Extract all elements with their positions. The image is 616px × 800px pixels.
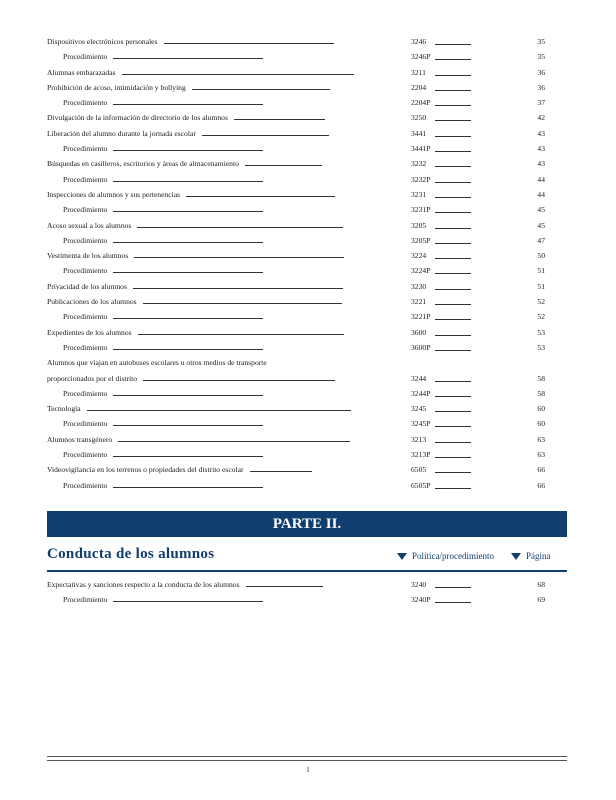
policy-code: 6505P xyxy=(411,480,431,490)
toc-entry-title-group xyxy=(63,340,263,355)
policy-code: 3600P xyxy=(411,342,431,352)
leader-line xyxy=(246,577,323,587)
policy-code: 3600 xyxy=(411,327,427,337)
code-underline xyxy=(435,75,471,76)
toc-row xyxy=(47,156,545,171)
code-underline xyxy=(435,120,471,121)
page-ref: 58 xyxy=(537,388,545,398)
policy-code: 3231P xyxy=(411,205,431,215)
toc-procedure-row xyxy=(47,416,545,431)
toc-entry-title: Procedimiento xyxy=(63,595,108,605)
page-ref: 43 xyxy=(537,144,545,154)
policy-code: 3246P xyxy=(411,52,431,62)
leader-line xyxy=(113,340,263,350)
code-underline xyxy=(435,472,471,473)
leader-line xyxy=(118,432,350,442)
toc-procedure-row xyxy=(47,309,545,324)
toc-entry-title: Expectativas y sanciones respecto a la conducta de los alumnos xyxy=(47,580,240,589)
leader-line xyxy=(113,233,263,243)
page-ref: 43 xyxy=(537,128,545,138)
page-ref: 69 xyxy=(537,595,545,605)
code-underline xyxy=(435,258,471,259)
column-header-page-label: Página xyxy=(526,551,551,561)
toc-entry-title: Procedimiento xyxy=(63,266,108,276)
toc-entry-title: Publicaciones de los alumnos xyxy=(47,297,137,307)
toc-row xyxy=(47,325,545,340)
policy-code: 3250 xyxy=(411,113,427,123)
section-header xyxy=(47,546,567,572)
leader-line xyxy=(202,126,329,136)
page-ref: 52 xyxy=(537,297,545,307)
section-title: Conducta de los alumnos xyxy=(47,546,215,562)
toc-entry-title-group xyxy=(63,447,263,462)
code-underline xyxy=(435,602,471,603)
policy-code: 3441P xyxy=(411,144,431,154)
leader-line xyxy=(113,49,263,59)
toc-row xyxy=(47,401,545,416)
toc-row xyxy=(47,294,545,309)
policy-code: 3240 xyxy=(411,580,427,589)
toc-row xyxy=(47,126,545,141)
leader-line xyxy=(245,156,322,166)
toc-entry-title: Procedimiento xyxy=(63,388,108,398)
toc-entry-title-group xyxy=(47,462,312,477)
leader-line xyxy=(143,294,342,304)
toc-procedure-row xyxy=(47,340,545,355)
toc-entry-title: Procedimiento xyxy=(63,144,108,154)
code-underline xyxy=(435,289,471,290)
toc-entry-title-group xyxy=(63,95,263,110)
toc-entry-title: Prohibición de acoso, intimidación y bullying xyxy=(47,82,186,92)
footer-rule xyxy=(47,756,567,761)
triangle-down-icon xyxy=(397,553,407,560)
leader-line xyxy=(137,218,343,228)
toc-procedure-row xyxy=(47,263,545,278)
code-underline xyxy=(435,457,471,458)
toc-row xyxy=(47,80,545,95)
toc-entry-title-group xyxy=(47,401,351,416)
toc-entry-title: Videovigilancia en los terrenos o propiedades del distrito escolar xyxy=(47,465,244,475)
footer-line-bottom xyxy=(47,760,567,761)
toc-entry-title: Procedimiento xyxy=(63,450,108,460)
toc-entry-title: Alumnos que viajan en autobuses escolares u otros medios de transporte xyxy=(47,358,267,368)
leader-line xyxy=(186,187,335,197)
policy-code: 3246 xyxy=(411,37,427,46)
code-underline xyxy=(435,273,471,274)
toc-entry-title-group xyxy=(47,248,344,263)
toc-procedure-row xyxy=(47,141,545,156)
page-ref: 44 xyxy=(537,174,545,184)
page-ref: 66 xyxy=(537,465,545,475)
policy-code: 3213 xyxy=(411,434,427,444)
toc-entry-title-group xyxy=(63,172,263,187)
toc-entry-title-group xyxy=(47,218,343,233)
leader-line xyxy=(134,248,344,258)
toc-procedure-row xyxy=(47,95,545,110)
code-underline xyxy=(435,442,471,443)
code-underline xyxy=(435,243,471,244)
page-ref: 36 xyxy=(537,82,545,92)
toc-row xyxy=(47,577,545,592)
toc-entry-title: Procedimiento xyxy=(63,235,108,245)
leader-line xyxy=(113,263,263,273)
toc-entry-title-group xyxy=(63,386,263,401)
toc-entry-title: Expedientes de los alumnos xyxy=(47,327,132,337)
toc-row xyxy=(47,371,545,386)
toc-entry-title-group xyxy=(47,156,322,171)
leader-line xyxy=(113,95,263,105)
toc-entry-title-group xyxy=(63,263,263,278)
leader-line xyxy=(250,462,312,472)
page-ref: 47 xyxy=(537,235,545,245)
toc-entry-title: Tecnología xyxy=(47,404,81,414)
toc-entry-title: Procedimiento xyxy=(63,205,108,215)
page-ref: 60 xyxy=(537,404,545,414)
toc-row xyxy=(47,187,545,202)
code-underline xyxy=(435,426,471,427)
toc-entry-title: Vestimenta de los alumnos xyxy=(47,251,129,261)
policy-code: 3232 xyxy=(411,159,427,169)
column-header-policy xyxy=(397,551,494,561)
toc-entry-title: Privacidad de los alumnos xyxy=(47,281,127,291)
toc-row xyxy=(47,218,545,233)
policy-code: 3211 xyxy=(411,67,426,77)
toc-entry-title-group xyxy=(63,416,263,431)
toc-entry-title-group xyxy=(63,141,263,156)
toc-procedure-row xyxy=(47,233,545,248)
toc-row xyxy=(47,355,537,370)
code-underline xyxy=(435,44,471,45)
code-underline xyxy=(435,90,471,91)
triangle-down-icon xyxy=(511,553,521,560)
code-underline xyxy=(435,488,471,489)
leader-line xyxy=(113,447,263,457)
policy-code: 3221 xyxy=(411,297,427,307)
policy-code: 3221P xyxy=(411,312,431,322)
code-underline xyxy=(435,304,471,305)
leader-line xyxy=(164,34,334,44)
toc-entry-title-group xyxy=(63,202,263,217)
policy-code: 3245P xyxy=(411,419,431,429)
toc-entry-title: Procedimiento xyxy=(63,52,108,62)
toc-entry-title: Dispositivos electrónicos personales xyxy=(47,37,158,46)
page-ref: 37 xyxy=(537,98,545,108)
page-ref: 63 xyxy=(537,434,545,444)
toc-entry-title: Búsquedas en casilleros, escritorios y áreas de almacenamiento xyxy=(47,159,239,169)
page-ref: 60 xyxy=(537,419,545,429)
code-underline xyxy=(435,396,471,397)
code-underline xyxy=(435,59,471,60)
toc-procedure-row xyxy=(47,447,545,462)
page-ref: 53 xyxy=(537,327,545,337)
toc-entry-title: Procedimiento xyxy=(63,174,108,184)
toc-entry-title-group xyxy=(47,371,335,386)
toc-procedure-row xyxy=(47,478,545,493)
leader-line xyxy=(113,478,263,488)
code-underline xyxy=(435,212,471,213)
toc-entry-title-group xyxy=(47,577,323,592)
policy-code: 3213P xyxy=(411,450,431,460)
leader-line xyxy=(234,110,325,120)
code-underline xyxy=(435,335,471,336)
leader-line xyxy=(138,325,344,335)
toc-entry-title-group xyxy=(47,432,350,447)
toc-row xyxy=(47,279,545,294)
page-ref: 50 xyxy=(537,251,545,261)
page-ref: 44 xyxy=(537,189,545,199)
policy-code: 3230 xyxy=(411,281,427,291)
page-ref: 42 xyxy=(537,113,545,123)
toc-entry-title-group xyxy=(47,279,343,294)
policy-code: 3232P xyxy=(411,174,431,184)
toc-entry-title-group xyxy=(63,49,263,64)
leader-line xyxy=(192,80,330,90)
leader-line xyxy=(113,592,263,602)
leader-line xyxy=(87,401,351,411)
page-ref: 63 xyxy=(537,450,545,460)
policy-code: 3240P xyxy=(411,595,431,605)
code-underline xyxy=(435,197,471,198)
policy-code: 3224 xyxy=(411,251,427,261)
code-underline xyxy=(435,411,471,412)
toc-entry-title-group xyxy=(47,65,354,80)
leader-line xyxy=(143,371,335,381)
code-underline xyxy=(435,136,471,137)
policy-code: 3224P xyxy=(411,266,431,276)
toc-row xyxy=(47,110,545,125)
policy-code: 3205P xyxy=(411,235,431,245)
part-heading-bar xyxy=(47,511,567,537)
code-underline xyxy=(435,166,471,167)
page-number: 1 xyxy=(306,766,310,774)
code-underline xyxy=(435,105,471,106)
toc-entry-title-group xyxy=(63,478,263,493)
page-ref: 36 xyxy=(537,67,545,77)
toc-procedure-row xyxy=(47,386,545,401)
toc-row xyxy=(47,248,545,263)
leader-line xyxy=(113,309,263,319)
page-ref: 35 xyxy=(537,52,545,62)
toc-procedure-row xyxy=(47,592,545,607)
page-ref: 51 xyxy=(537,281,545,291)
page-ref: 53 xyxy=(537,342,545,352)
toc-entry-title-group xyxy=(63,233,263,248)
toc-entry-title-group xyxy=(63,592,263,607)
column-header-page xyxy=(511,551,551,561)
code-underline xyxy=(435,319,471,320)
policy-code: 3441 xyxy=(411,128,427,138)
code-underline xyxy=(435,228,471,229)
page-ref: 35 xyxy=(537,37,545,46)
toc-entry-title: proporcionados por el distrito xyxy=(47,373,138,383)
leader-line xyxy=(133,279,343,289)
toc-entry-title: Procedimiento xyxy=(63,98,108,108)
code-underline xyxy=(435,381,471,382)
toc-row xyxy=(47,462,545,477)
toc-entry-title-group xyxy=(47,187,335,202)
page-ref: 45 xyxy=(537,220,545,230)
toc-entry-title-group xyxy=(63,309,263,324)
toc-entry-title-group xyxy=(47,110,325,125)
toc-part-2 xyxy=(47,577,545,608)
toc-row xyxy=(47,34,545,49)
toc-entry-title: Inspecciones de alumnos y sus pertenencias xyxy=(47,189,181,199)
toc-entry-title: Liberación del alumno durante la jornada escolar xyxy=(47,128,196,138)
toc-entry-title: Procedimiento xyxy=(63,419,108,429)
toc-entry-title: Acoso sexual a los alumnos xyxy=(47,220,132,230)
policy-code: 3245 xyxy=(411,404,427,414)
page-ref: 51 xyxy=(537,266,545,276)
toc-entry-title-group xyxy=(47,126,329,141)
toc-procedure-row xyxy=(47,172,545,187)
part-heading: PARTE II. xyxy=(272,516,342,532)
toc-entry-title-group xyxy=(47,325,344,340)
toc-procedure-row xyxy=(47,49,545,64)
page-ref: 45 xyxy=(537,205,545,215)
leader-line xyxy=(113,416,263,426)
code-underline xyxy=(435,182,471,183)
toc-entry-title-group xyxy=(47,34,334,49)
page-ref: 43 xyxy=(537,159,545,169)
page-ref: 58 xyxy=(537,373,545,383)
code-underline xyxy=(435,151,471,152)
toc-entry-title-group xyxy=(47,355,267,370)
toc-entry-title: Procedimiento xyxy=(63,312,108,322)
column-header-policy-label: Política/procedimiento xyxy=(412,551,494,561)
toc-row xyxy=(47,432,545,447)
page-ref: 66 xyxy=(537,480,545,490)
toc-entry-title: Procedimiento xyxy=(63,342,108,352)
toc-entry-title-group xyxy=(47,294,342,309)
policy-code: 3244P xyxy=(411,388,431,398)
toc-entry-title: Divulgación de la información de directorio de los alumnos xyxy=(47,113,228,123)
code-underline xyxy=(435,587,471,588)
leader-line xyxy=(113,386,263,396)
leader-line xyxy=(113,202,263,212)
code-underline xyxy=(435,350,471,351)
toc-entry-title: Alumnas embarazadas xyxy=(47,67,116,77)
leader-line xyxy=(113,141,263,151)
policy-code: 2204 xyxy=(411,82,427,92)
leader-line xyxy=(122,65,354,75)
toc-procedure-row xyxy=(47,202,545,217)
toc-entry-title-group xyxy=(47,80,330,95)
policy-code: 6505 xyxy=(411,465,427,475)
toc-row xyxy=(47,65,545,80)
toc-part-1 xyxy=(47,34,545,493)
leader-line xyxy=(113,172,263,182)
page-ref: 68 xyxy=(537,580,545,589)
toc-entry-title: Alumnos transgénero xyxy=(47,434,113,444)
policy-code: 3244 xyxy=(411,373,427,383)
toc-entry-title: Procedimiento xyxy=(63,480,108,490)
page-ref: 52 xyxy=(537,312,545,322)
policy-code: 3205 xyxy=(411,220,427,230)
policy-code: 2204P xyxy=(411,98,431,108)
policy-code: 3231 xyxy=(411,189,427,199)
